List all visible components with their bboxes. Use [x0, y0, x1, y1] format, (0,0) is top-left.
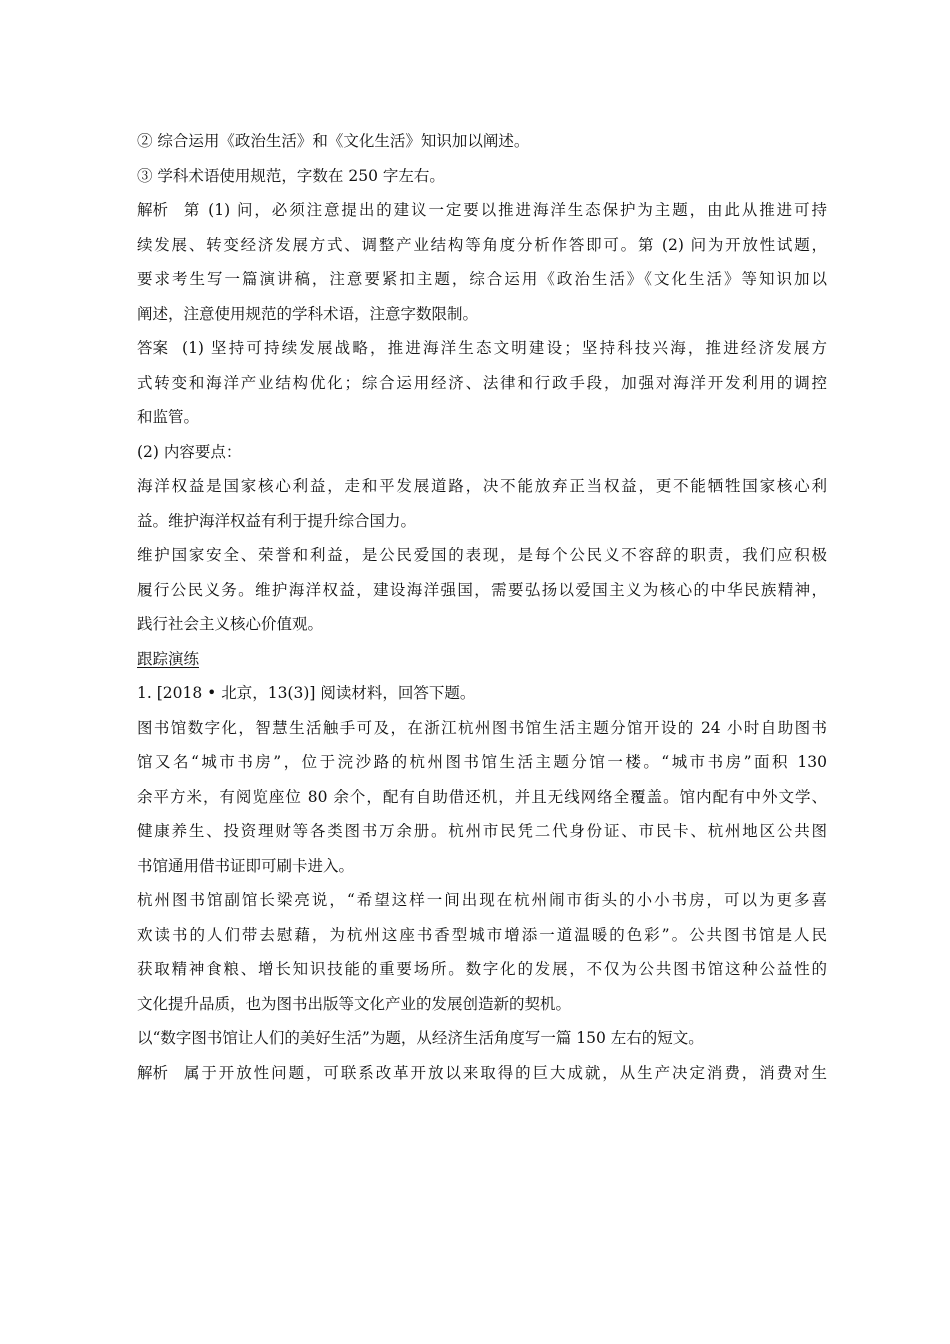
- answer-line: 式转变和海洋产业结构优化；综合运用经济、法律和行政手段，加强对海洋开发利用的调控: [137, 373, 827, 392]
- answer-line: 和监管。: [137, 408, 200, 426]
- analysis-label: 解析: [137, 201, 169, 219]
- answer-line: 答案 (1) 坚持可持续发展战略，推进海洋生态文明建设；坚持科技兴海，推进经济发展方: [137, 331, 827, 366]
- analysis-line: 续发展、转变经济发展方式、调整产业结构等角度分析作答即可。第 (2) 问为开放性试题，: [137, 235, 827, 254]
- material-paragraph-1: [137, 711, 827, 884]
- material-line: 欢读书的人们带去慰藉，为杭州这座书香型城市增添一道温暖的色彩”。公共图书馆是人民: [137, 925, 827, 944]
- point-line: 践行社会主义核心价值观。: [137, 615, 324, 633]
- point-line: 海洋权益是国家核心利益，走和平发展道路，决不能放弃正当权益，更不能牺牲国家核心利: [137, 477, 827, 495]
- section-title: 跟踪演练: [137, 649, 200, 668]
- material-line: 图书馆数字化，智慧生活触手可及，在浙江杭州图书馆生活主题分馆开设的 24 小时自助图书: [137, 718, 827, 737]
- point-paragraph-1: [137, 469, 827, 538]
- material-paragraph-2: [137, 883, 827, 1021]
- material-line: 余平方米，有阅览座位 80 余个，配有自助借还机，并且无线网络全覆盖。馆内配有中外文学、: [137, 787, 827, 806]
- point-line: 益。维护海洋权益有利于提升综合国力。: [137, 511, 417, 530]
- requirement-2: ② 综合运用《政治生活》和《文化生活》知识加以阐述。: [137, 132, 530, 150]
- points-title: (2) 内容要点：: [137, 442, 242, 461]
- material-line: 杭州图书馆副馆长梁亮说，“希望这样一间出现在杭州闹市街头的小小书房，可以为更多喜: [137, 891, 827, 909]
- analysis-line: 解析 属于开放性问题，可联系改革开放以来取得的巨大成就，从生产决定消费，消费对生: [137, 1056, 827, 1091]
- material-line: 获取精神食粮、增长知识技能的重要场所。数字化的发展，不仅为公共图书馆这种公益性的: [137, 960, 827, 978]
- material-line: 文化提升品质，也为图书出版等文化产业的发展创造新的契机。: [137, 994, 572, 1013]
- question-1-header: 1. [2018 • 北京，13(3)] 阅读材料，回答下题。: [137, 684, 476, 702]
- task-1: 以“数字图书馆让人们的美好生活”为题，从经济生活角度写一篇 150 左右的短文。: [137, 1029, 704, 1047]
- point-paragraph-2: [137, 538, 827, 642]
- analysis-paragraph-2: [137, 1056, 827, 1091]
- analysis-line: 要求考生写一篇演讲稿，注意要紧扣主题，综合运用《政治生活》《文化生活》等知识加以: [137, 270, 827, 288]
- material-line: 馆又名“城市书房”，位于浣沙路的杭州图书馆生活主题分馆一楼。“城市书房”面积 130: [137, 753, 827, 771]
- answer-label: 答案: [137, 339, 169, 357]
- analysis-line: 解析 第 (1) 问，必须注意提出的建议一定要以推进海洋生态保护为主题，由此从推进可持: [137, 193, 827, 228]
- point-line: 履行公民义务。维护海洋权益，建设海洋强国，需要弘扬以爱国主义为核心的中华民族精神，: [137, 580, 827, 599]
- answer-paragraph-1: [137, 331, 827, 435]
- material-line: 书馆通用借书证即可刷卡进入。: [137, 856, 355, 875]
- point-line: 维护国家安全、荣誉和利益，是公民爱国的表现，是每个公民义不容辞的职责，我们应积极: [137, 546, 827, 564]
- material-line: 健康养生、投资理财等各类图书万余册。杭州市民凭二代身份证、市民卡、杭州地区公共图: [137, 822, 827, 840]
- analysis-line: 阐述，注意使用规范的学科术语，注意字数限制。: [137, 304, 479, 323]
- analysis-label: 解析: [137, 1063, 169, 1082]
- requirement-3: ③ 学科术语使用规范，字数在 250 字左右。: [137, 166, 445, 185]
- analysis-paragraph-1: [137, 193, 827, 331]
- document-content: [137, 124, 827, 1090]
